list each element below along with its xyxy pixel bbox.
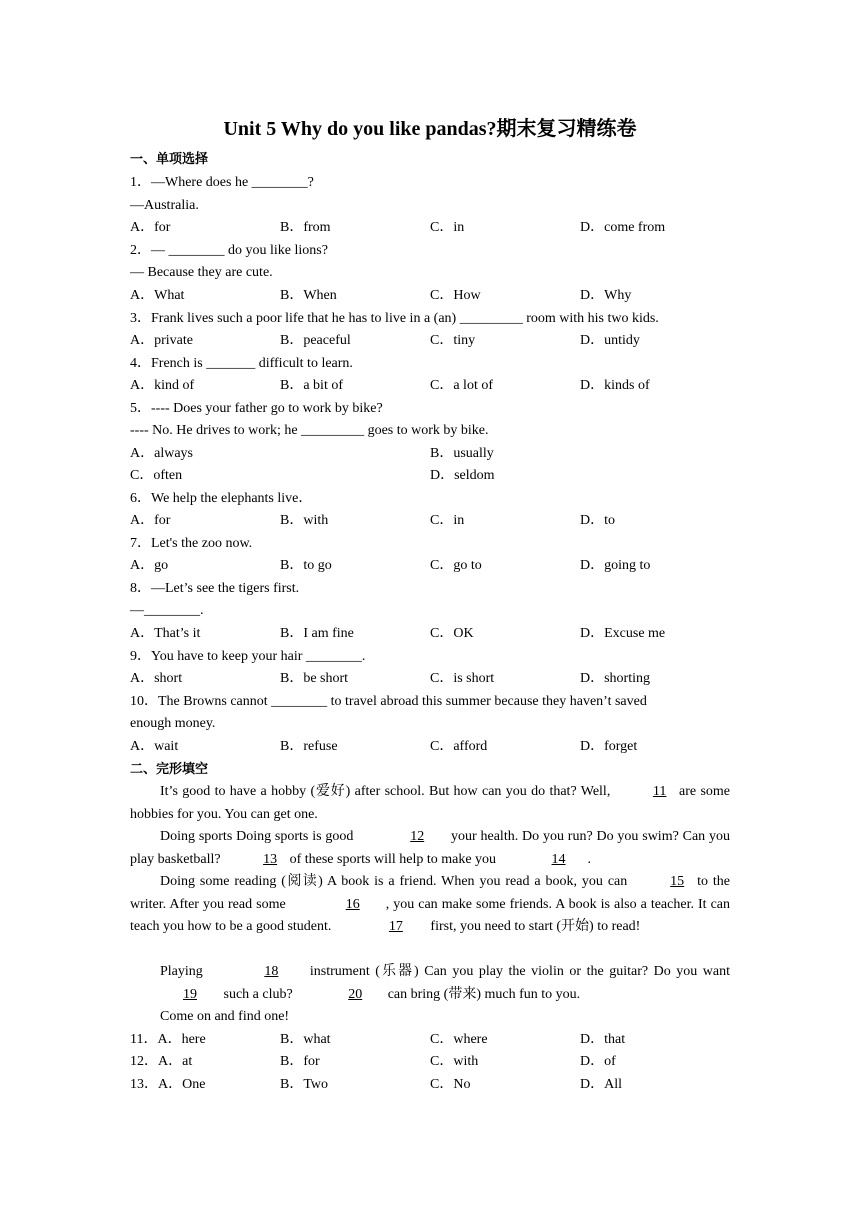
blank-15: 15 [670, 874, 685, 889]
option-a: A．short [130, 671, 183, 686]
option-b: B．what [280, 1032, 331, 1047]
option-c: C．a lot of [430, 378, 493, 393]
option-b: B．for [280, 1054, 320, 1069]
question-10-stem-continued: enough money. [130, 716, 216, 731]
blank-20: 20 [348, 986, 363, 1002]
option-b: B．When [280, 288, 337, 303]
option-c: C．afford [430, 739, 488, 754]
option-c: C．tiny [430, 333, 476, 348]
option-d: D．Why [580, 288, 632, 303]
option-c: C．How [430, 288, 481, 303]
option-d: D．come from [580, 220, 666, 235]
blank-16: 16 [345, 896, 360, 912]
section-heading-cloze: 二、完形填空 [130, 762, 209, 777]
question-10-options [130, 738, 730, 756]
blank-18: 18 [264, 964, 279, 979]
option-a: A．for [130, 220, 171, 235]
cloze-paragraph-1: It’s good to have a hobby (爱好) after school. But how can you do that? Well, 11 are some hobbies for you. You can get one. [130, 781, 730, 826]
option-d: D．kinds of [580, 378, 650, 393]
option-a: A．That’s it [130, 626, 201, 641]
option-d: D．forget [580, 739, 638, 754]
question-2-stem: 2．— ________ do you like lions? [130, 243, 328, 258]
option-d: D．that [580, 1032, 626, 1047]
question-5-answer-line: ---- No. He drives to work; he _________ goes to work by bike. [130, 423, 489, 438]
option-c: C．No [430, 1077, 471, 1092]
question-2-answer-line: — Because they are cute. [130, 265, 273, 280]
option-d: D．Excuse me [580, 626, 666, 641]
option-b: B．usually [430, 446, 494, 461]
option-b: B．refuse [280, 739, 338, 754]
question-3-options [130, 332, 730, 350]
question-7-options [130, 557, 730, 575]
option-c: C．often [130, 468, 183, 483]
option-c: C．in [430, 220, 465, 235]
question-8-options [130, 625, 730, 643]
question-11-options [130, 1031, 730, 1049]
option-b: B．peaceful [280, 333, 351, 348]
option-b: B．Two [280, 1077, 329, 1092]
question-13-options [130, 1076, 730, 1094]
option-d: D．shorting [580, 671, 650, 686]
option-d: D．to [580, 513, 615, 528]
option-a: 11．A．here [130, 1032, 206, 1047]
option-d: D．untidy [580, 333, 640, 348]
question-2-options [130, 287, 730, 305]
question-5-options-row-1 [130, 445, 730, 463]
option-a: A．always [130, 446, 193, 461]
question-5-options-row-2 [130, 467, 730, 485]
option-a: 13．A．One [130, 1077, 206, 1092]
question-3-stem: 3．Frank lives such a poor life that he has to live in a (an) _________ room with his two kids. [130, 311, 659, 326]
option-b: B．with [280, 513, 329, 528]
option-c: C．OK [430, 626, 474, 641]
option-b: B．a bit of [280, 378, 343, 393]
option-d: D．going to [580, 558, 651, 573]
question-8-stem: 8．—Let’s see the tigers first. [130, 581, 300, 596]
question-5-stem: 5．---- Does your father go to work by bike? [130, 401, 383, 416]
cloze-paragraph-3: Doing some reading (阅读) A book is a friend. When you read a book, you can 15 to the writer. After you read some 16 , you can make some friends. A book is also a teacher. It can teach you how to be a good student. 17 first, you need to start (开始) to read! [130, 871, 730, 939]
question-6-options [130, 512, 730, 530]
option-c: C．with [430, 1054, 479, 1069]
question-9-stem: 9．You have to keep your hair ________. [130, 649, 366, 664]
option-c: C．where [430, 1032, 488, 1047]
option-c: C．is short [430, 671, 495, 686]
blank-13: 13 [263, 851, 278, 867]
option-a: A．What [130, 288, 185, 303]
question-1-stem: 1．—Where does he ________? [130, 175, 314, 190]
blank-17: 17 [388, 919, 403, 934]
option-a: A．private [130, 333, 193, 348]
option-b: B．I am fine [280, 626, 354, 641]
blank-11: 11 [652, 784, 667, 799]
option-a: A．kind of [130, 378, 195, 393]
option-b: B．from [280, 220, 331, 235]
question-9-options [130, 670, 730, 688]
cloze-paragraph-5: Come on and find one! [160, 1009, 290, 1024]
cloze-paragraph-4: Playing 18 instrument (乐器) Can you play the violin or the guitar? Do you want 19 such a club? 20 can bring (带来) much fun to you. [130, 961, 730, 1006]
blank-14: 14 [551, 851, 566, 867]
option-a: 12．A．at [130, 1054, 193, 1069]
blank-12: 12 [410, 829, 425, 844]
option-a: A．go [130, 558, 169, 573]
question-1-answer-line: —Australia. [130, 198, 199, 213]
question-6-stem: 6．We help the elephants live． [130, 491, 313, 506]
document-title: Unit 5 Why do you like pandas?期末复习精练卷 [223, 118, 637, 140]
option-a: A．wait [130, 739, 179, 754]
question-7-stem: 7．Let's the zoo now. [130, 536, 253, 551]
option-c: C．in [430, 513, 465, 528]
option-b: B．to go [280, 558, 332, 573]
question-4-options [130, 377, 730, 395]
cloze-paragraph-2: Doing sports Doing sports is good 12 your health. Do you run? Do you swim? Can you play basketball? 13 of these sports will help to make you 14 . [130, 826, 730, 871]
option-b: B．be short [280, 671, 349, 686]
question-1-options [130, 219, 730, 237]
question-12-options [130, 1053, 730, 1071]
question-10-stem: 10．The Browns cannot ________ to travel abroad this summer because they haven’t saved [130, 694, 647, 709]
question-8-answer-line: —________. [130, 603, 204, 618]
option-d: D．of [580, 1054, 616, 1069]
option-c: C．go to [430, 558, 482, 573]
option-a: A．for [130, 513, 171, 528]
question-4-stem: 4．French is _______ difficult to learn. [130, 356, 353, 371]
blank-19: 19 [183, 986, 197, 1002]
section-heading-single-choice: 一、单项选择 [130, 152, 209, 167]
option-d: D．All [580, 1077, 622, 1092]
option-d: D．seldom [430, 468, 495, 483]
